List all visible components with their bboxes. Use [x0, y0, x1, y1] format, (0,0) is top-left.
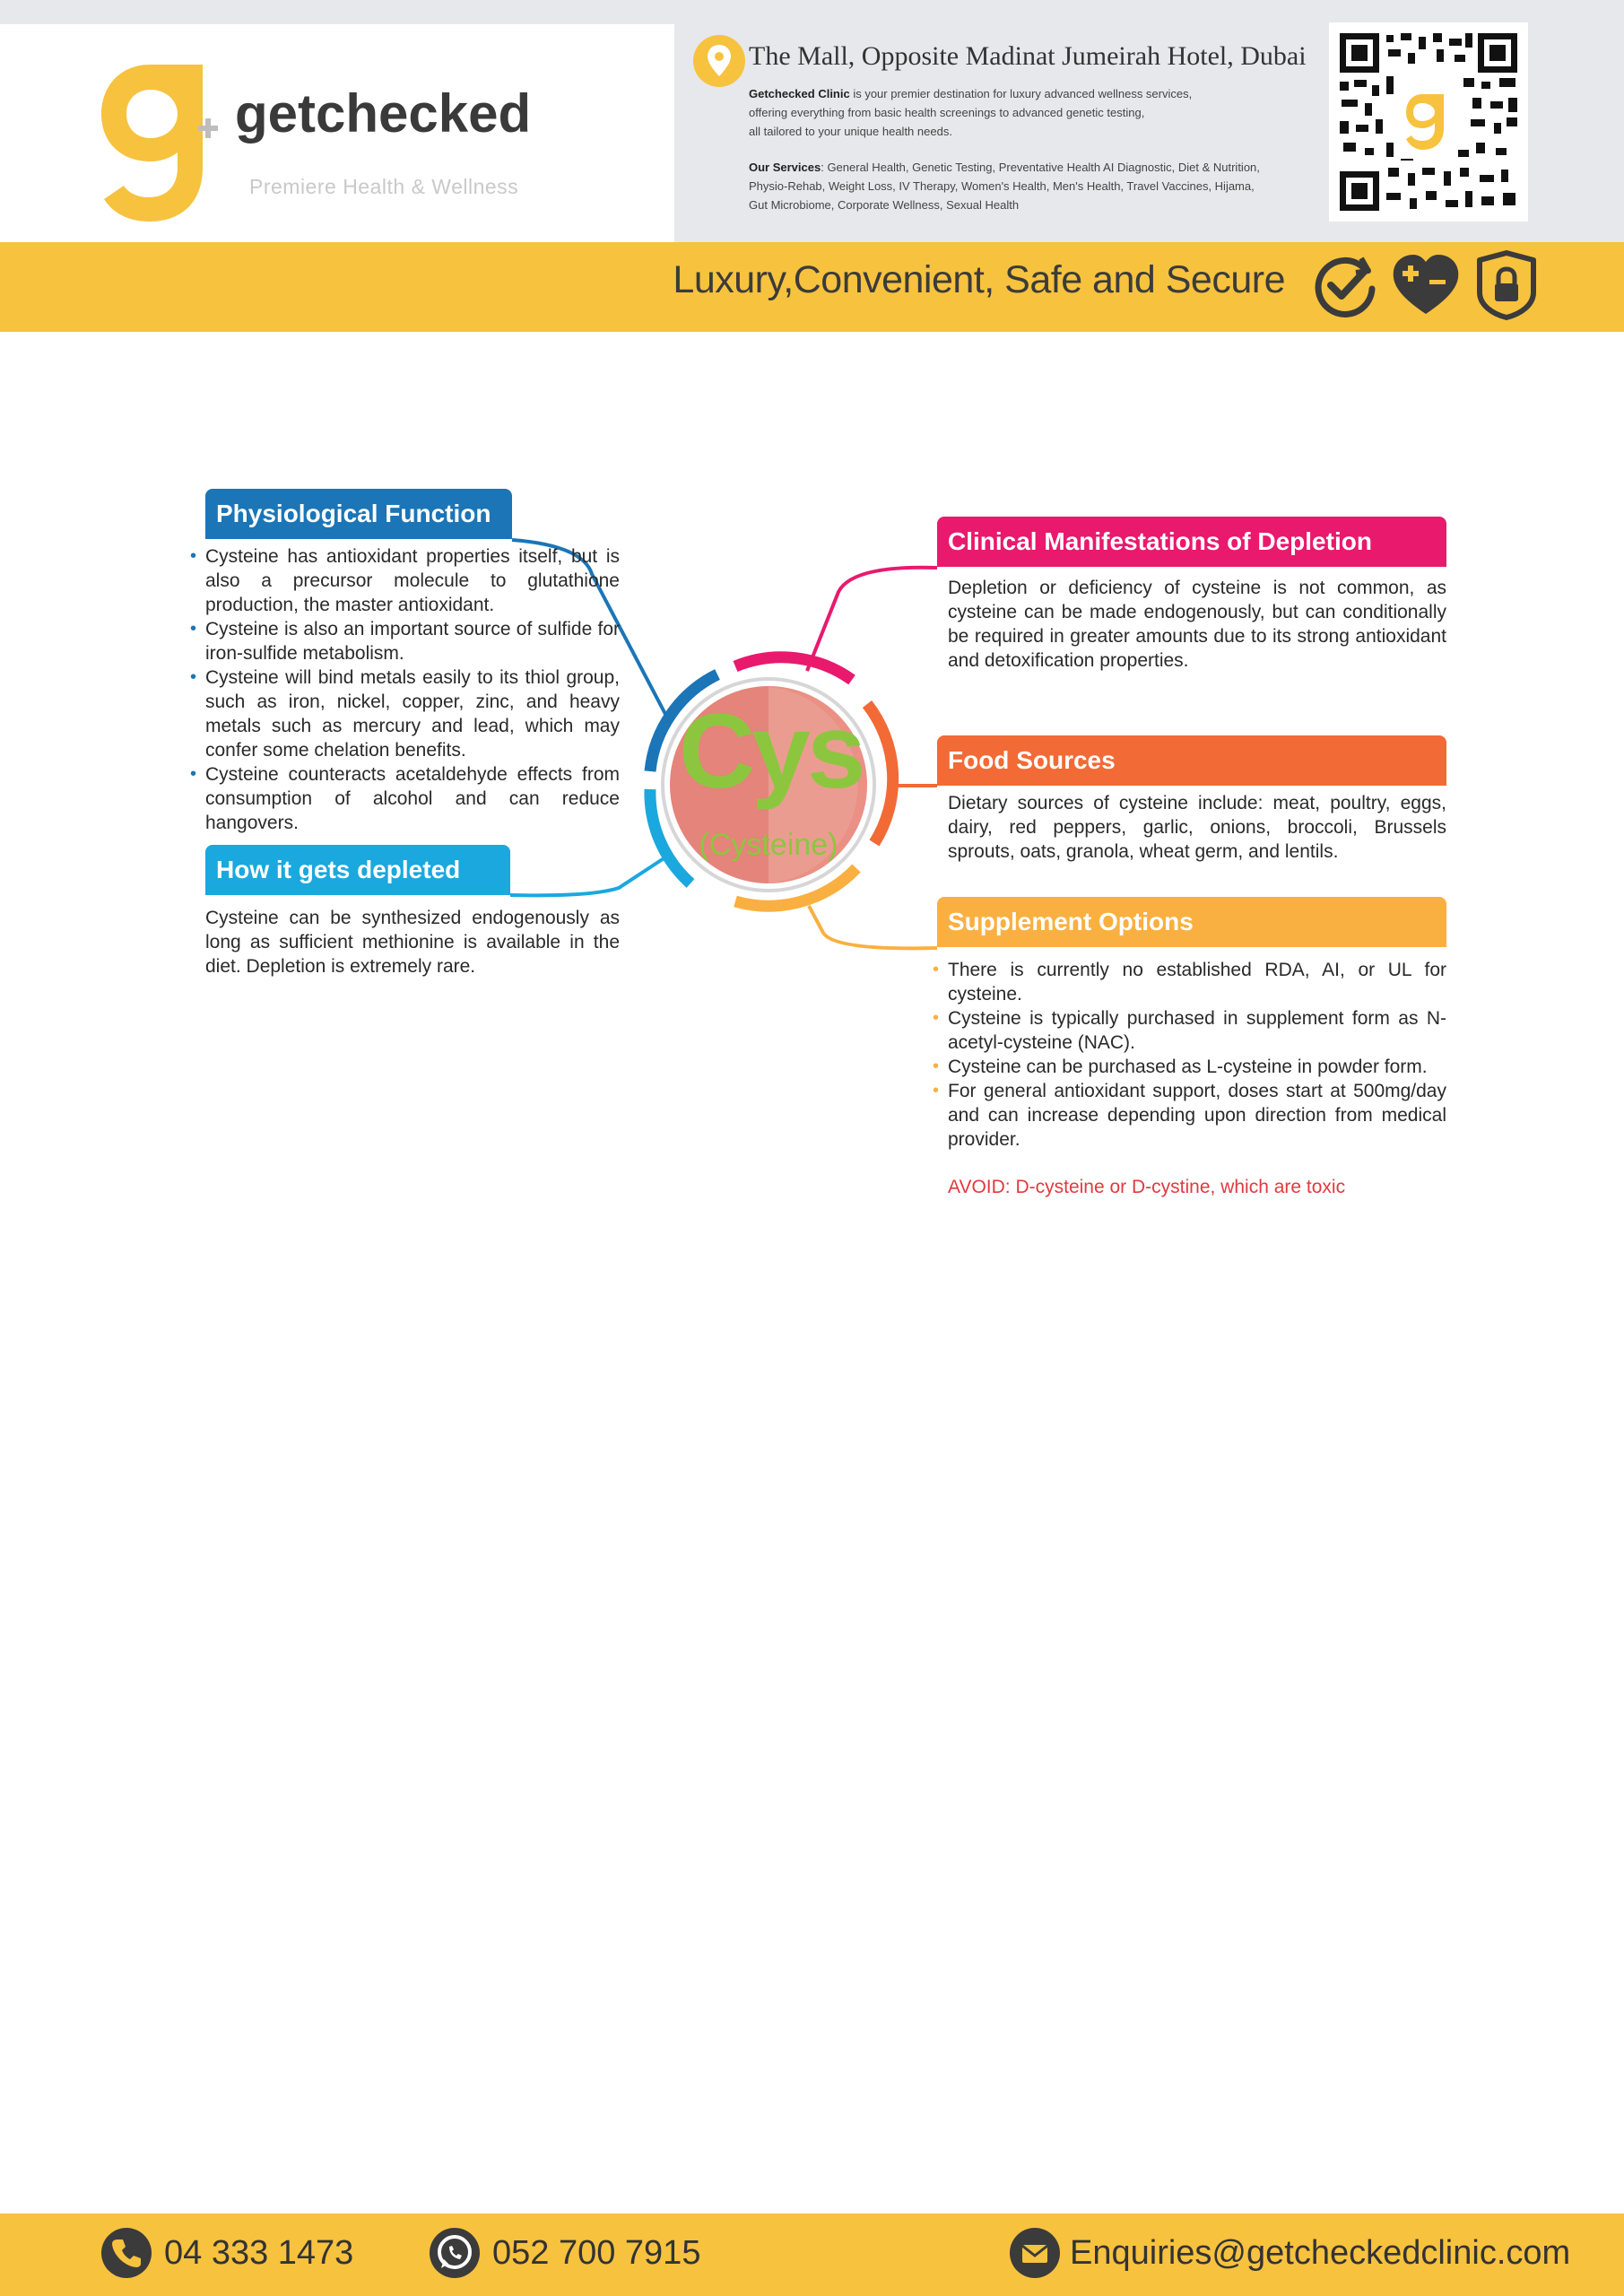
list-item: • For general antioxidant support, doses start at 500mg/day and can increase depending upon direction from medical provider.: [948, 1079, 1446, 1152]
food-sources-title: Food Sources: [937, 735, 1446, 786]
intro-line-2: offering everything from basic health screenings to advanced genetic testing,: [749, 106, 1145, 119]
connector-supplement: [809, 906, 937, 948]
whatsapp-icon: [429, 2227, 481, 2279]
ring-segment-clinical: [735, 657, 852, 680]
services-line-3: Gut Microbiome, Corporate Wellness, Sexual Health: [749, 198, 1020, 212]
list-item: • Cysteine can be purchased as L-cysteine in powder form.: [948, 1055, 1446, 1079]
list-item: • Cysteine will bind metals easily to its thiol group, such as iron, nickel, copper, zinc, and heavy metals such as mercury and lead, which may confer some chelation benefits.: [205, 665, 620, 762]
phone-icon: [100, 2227, 152, 2279]
intro-bold: Getchecked Clinic: [749, 87, 850, 100]
avoid-warning: AVOID: D-cysteine or D-cystine, which are toxic: [948, 1177, 1346, 1197]
list-item: • Cysteine is also an important source of sulfide for iron-sulfide metabolism.: [205, 617, 620, 665]
check-refresh-icon: [1309, 249, 1381, 321]
lock-shield-icon: [1471, 249, 1542, 321]
food-sources-text: Dietary sources of cysteine include: meat, poultry, eggs, dairy, red peppers, garlic, onions, broccoli, Brussels sprouts, oats, granola, wheat germ, and lentils.: [948, 793, 1446, 862]
clinic-address: The Mall, Opposite Madinat Jumeirah Hotel, Dubai: [749, 41, 1307, 71]
supplement-options-list: [948, 958, 1446, 1152]
list-item: • There is currently no established RDA, AI, or UL for cysteine.: [948, 958, 1446, 1006]
connector-depletion: [510, 854, 671, 895]
intro-line-3: all tailored to your unique health needs.: [749, 125, 952, 138]
connector-clinical: [807, 568, 937, 671]
services-line-1: : General Health, Genetic Testing, Preventative Health AI Diagnostic, Diet & Nutrition,: [821, 161, 1260, 174]
phone-number[interactable]: 04 333 1473: [164, 2234, 354, 2272]
ring-segment-food: [867, 704, 893, 843]
center-symbol: Cys: [679, 692, 863, 811]
brand-tagline: Premiere Health & Wellness: [249, 175, 519, 198]
clinic-intro: [749, 84, 1251, 141]
clinical-manifestations-text: Depletion or deficiency of cysteine is not common, as cysteine can be made endogenously, but can conditionally be required in greater amounts due to its strong antioxidant and detoxification properties.: [948, 578, 1446, 671]
list-item: • Cysteine is typically purchased in supplement form as N-acetyl-cysteine (NAC).: [948, 1006, 1446, 1055]
intro-line-1: is your premier destination for luxury advanced wellness services,: [849, 87, 1193, 100]
list-item: • Cysteine has antioxidant properties itself, but is also a precursor molecule to glutathione production, the master antioxidant.: [205, 544, 620, 617]
whatsapp-number[interactable]: 052 700 7915: [492, 2234, 701, 2272]
services-bold: Our Services: [749, 161, 821, 174]
getchecked-logo-icon: [97, 47, 218, 222]
location-pin-icon: [692, 34, 746, 88]
brand-name: getchecked: [235, 83, 532, 144]
physiological-function-title: Physiological Function: [205, 489, 512, 539]
physiological-function-list: [205, 544, 620, 835]
qr-code-icon[interactable]: [1329, 22, 1528, 222]
clinic-services: [749, 158, 1305, 214]
services-line-2: Physio-Rehab, Weight Loss, IV Therapy, Women's Health, Men's Health, Travel Vaccines, Hijama,: [749, 179, 1255, 193]
banner-text: Luxury,Convenient, Safe and Secure: [673, 258, 1285, 301]
depletion-text: Cysteine can be synthesized endogenously as long as sufficient methionine is available in the diet. Depletion is extremely rare.: [205, 908, 620, 977]
supplement-options-title: Supplement Options: [937, 897, 1446, 947]
depletion-title: How it gets depleted: [205, 845, 510, 895]
heart-plus-icon: [1390, 249, 1462, 321]
top-strip: [0, 0, 1624, 24]
email-icon: [1009, 2227, 1061, 2279]
clinical-manifestations-title: Clinical Manifestations of Depletion: [937, 517, 1446, 567]
email-address[interactable]: Enquiries@getcheckedclinic.com: [1070, 2234, 1571, 2272]
list-item: • Cysteine counteracts acetaldehyde effects from consumption of alcohol and can reduce hangovers.: [205, 762, 620, 835]
center-name: (Cysteine): [699, 828, 838, 862]
